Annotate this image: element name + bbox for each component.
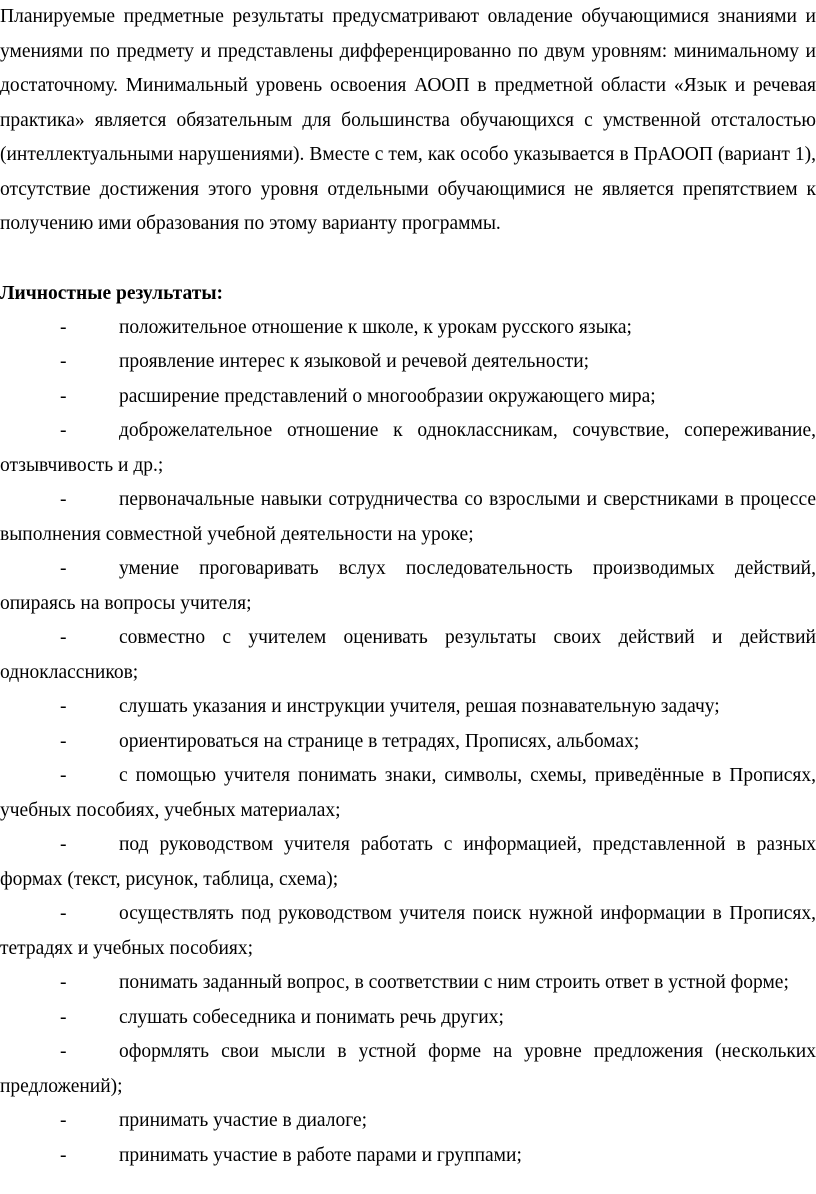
list-item (0, 311, 816, 346)
list-item (0, 690, 816, 725)
list-item (0, 483, 816, 552)
list-item-text: оформлять свои мысли в устной форме на уровне предложения (нескольких предложений); (0, 1041, 816, 1097)
list-item-text: принимать участие в работе парами и группами; (119, 1145, 522, 1166)
list-bullet: - (60, 351, 67, 372)
list-item (0, 552, 816, 621)
list-item-text: совместно с учителем оценивать результаты своих действий и действий одноклассников; (0, 627, 816, 683)
list-bullet: - (60, 420, 67, 441)
list-bullet: - (60, 1110, 67, 1131)
list-item (0, 828, 816, 897)
list-item (0, 380, 816, 415)
list-item-text: доброжелательное отношение к одноклассникам, сочувствие, сопереживание, отзывчивость и др.; (0, 420, 816, 476)
list-bullet: - (60, 317, 67, 338)
list-item-text: слушать указания и инструкции учителя, решая познавательную задачу; (119, 696, 720, 717)
list-item (0, 345, 816, 380)
list-item-text: с помощью учителя понимать знаки, символы, схемы, приведённые в Прописях, учебных пособиях, учебных материалах; (0, 765, 816, 821)
section-heading: Личностные результаты: (0, 283, 224, 304)
list-item-text: первоначальные навыки сотрудничества со взрослыми и сверстниками в процессе выполнения совместной учебной деятельности на уроке; (0, 489, 816, 545)
list-bullet: - (60, 489, 67, 510)
list-item (0, 1035, 816, 1104)
list-bullet: - (60, 1007, 67, 1028)
list-item-text: слушать собеседника и понимать речь других; (119, 1007, 504, 1028)
list-item (0, 1104, 816, 1139)
list-bullet: - (60, 1041, 67, 1062)
list-bullet: - (60, 972, 67, 993)
list-bullet: - (60, 1145, 67, 1166)
list-item-text: проявление интерес к языковой и речевой деятельности; (119, 351, 590, 372)
list-item-text: понимать заданный вопрос, в соответствии с ним строить ответ в устной форме; (119, 972, 789, 993)
list-item (0, 759, 816, 828)
list-item-text: ориентироваться на странице в тетрадях, Прописях, альбомах; (119, 731, 640, 752)
list-item-text: расширение представлений о многообразии окружающего мира; (119, 386, 656, 407)
list-item-text: умение проговаривать вслух последовательность производимых действий, опираясь на вопросы учителя; (0, 558, 816, 614)
list-bullet: - (60, 834, 67, 855)
list-item-text: положительное отношение к школе, к урокам русского языка; (119, 317, 632, 338)
list-item (0, 897, 816, 966)
list-item (0, 621, 816, 690)
list-item (0, 1139, 816, 1174)
list-item (0, 966, 816, 1001)
list-bullet: - (60, 696, 67, 717)
list-bullet: - (60, 731, 67, 752)
list-bullet: - (60, 558, 67, 579)
list-bullet: - (60, 386, 67, 407)
intro-paragraph: Планируемые предметные результаты предусматривают овладение обучающимися знаниями и умениями по предмету и представлены дифференцированно по двум уровням: минимальному и достаточному. Минимальный уровень освоения АООП в предметной области «Язык и речевая практика» является обязательным для большинства обучающихся с умственной отсталостью (интеллектуальными нарушениями). Вместе с тем, как особо указывается в ПрАООП (вариант 1), отсутствие достижения этого уровня отдельными обучающимися не является препятствием к получению ими образования по этому варианту программы. (0, 6, 816, 234)
list-bullet: - (60, 765, 67, 786)
list-item-text: под руководством учителя работать с информацией, представленной в разных формах (текст, рисунок, таблица, схема); (0, 834, 816, 890)
list-item (0, 414, 816, 483)
list-item (0, 725, 816, 760)
list-item-text: осуществлять под руководством учителя поиск нужной информации в Прописях, тетрадях и учебных пособиях; (0, 903, 816, 959)
list-bullet: - (60, 627, 67, 648)
list-item (0, 1001, 816, 1036)
list-item-text: принимать участие в диалоге; (119, 1110, 368, 1131)
list-bullet: - (60, 903, 67, 924)
